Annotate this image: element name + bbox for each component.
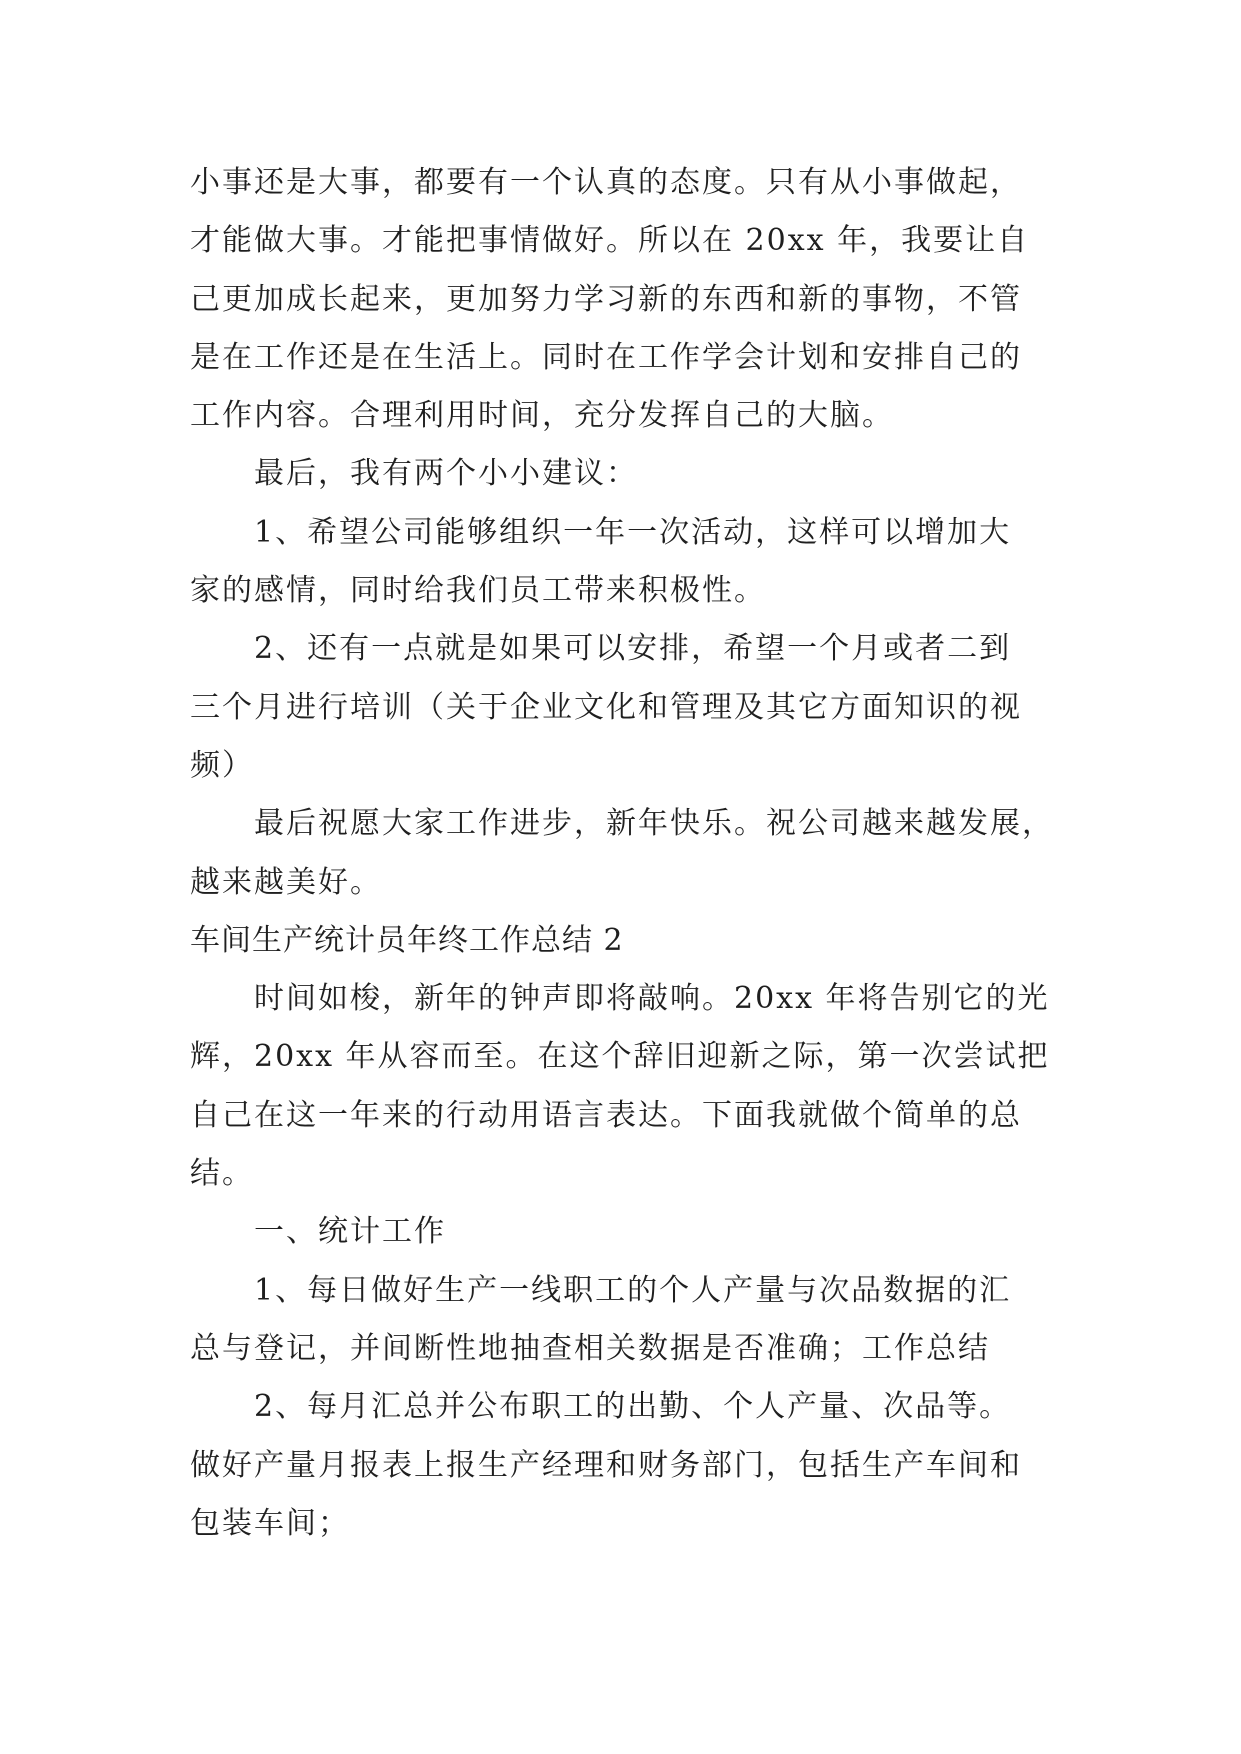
- text-line: 1、每日做好生产一线职工的个人产量与次品数据的汇: [254, 1272, 1012, 1308]
- subheading: 一、统计工作: [254, 1214, 446, 1250]
- text-line: 己更加成长起来，更加努力学习新的东西和新的事物，不管: [190, 281, 1022, 317]
- text-line: 才能做大事。才能把事情做好。所以在 20xx 年，我要让自: [190, 223, 1030, 259]
- text-line: 越来越美好。: [190, 864, 382, 900]
- text-line: 自己在这一年来的行动用语言表达。下面我就做个简单的总: [190, 1097, 1022, 1133]
- section-title: 车间生产统计员年终工作总结 2: [190, 922, 624, 958]
- text-line: 最后祝愿大家工作进步，新年快乐。祝公司越来越发展，: [254, 806, 1054, 842]
- text-line: 总与登记，并间断性地抽查相关数据是否准确；工作总结: [190, 1330, 990, 1366]
- text-line: 辉，20xx 年从容而至。在这个辞旧迎新之际，第一次尝试把: [190, 1039, 1050, 1075]
- text-line: 频）: [190, 747, 254, 783]
- text-line: 时间如梭，新年的钟声即将敲响。20xx 年将告别它的光: [254, 981, 1050, 1017]
- text-line: 1、希望公司能够组织一年一次活动，这样可以增加大: [254, 514, 1012, 550]
- text-line: 包装车间；: [190, 1505, 350, 1541]
- text-line: 小事还是大事，都要有一个认真的态度。只有从小事做起，: [190, 165, 1022, 200]
- text-line: 2、每月汇总并公布职工的出勤、个人产量、次品等。: [254, 1389, 1012, 1425]
- text-line: 2、还有一点就是如果可以安排，希望一个月或者二到: [254, 631, 1012, 667]
- text-line: 三个月进行培训（关于企业文化和管理及其它方面知识的视: [190, 689, 1022, 725]
- text-line: 做好产量月报表上报生产经理和财务部门，包括生产车间和: [190, 1447, 1022, 1483]
- text-line: 工作内容。合理利用时间，充分发挥自己的大脑。: [190, 398, 894, 434]
- text-line: 家的感情，同时给我们员工带来积极性。: [190, 573, 766, 609]
- text-line: 结。: [190, 1156, 254, 1192]
- text-line: 最后，我有两个小小建议：: [254, 456, 638, 492]
- document-body: [190, 154, 1070, 1553]
- text-line: 是在工作还是在生活上。同时在工作学会计划和安排自己的: [190, 339, 1022, 375]
